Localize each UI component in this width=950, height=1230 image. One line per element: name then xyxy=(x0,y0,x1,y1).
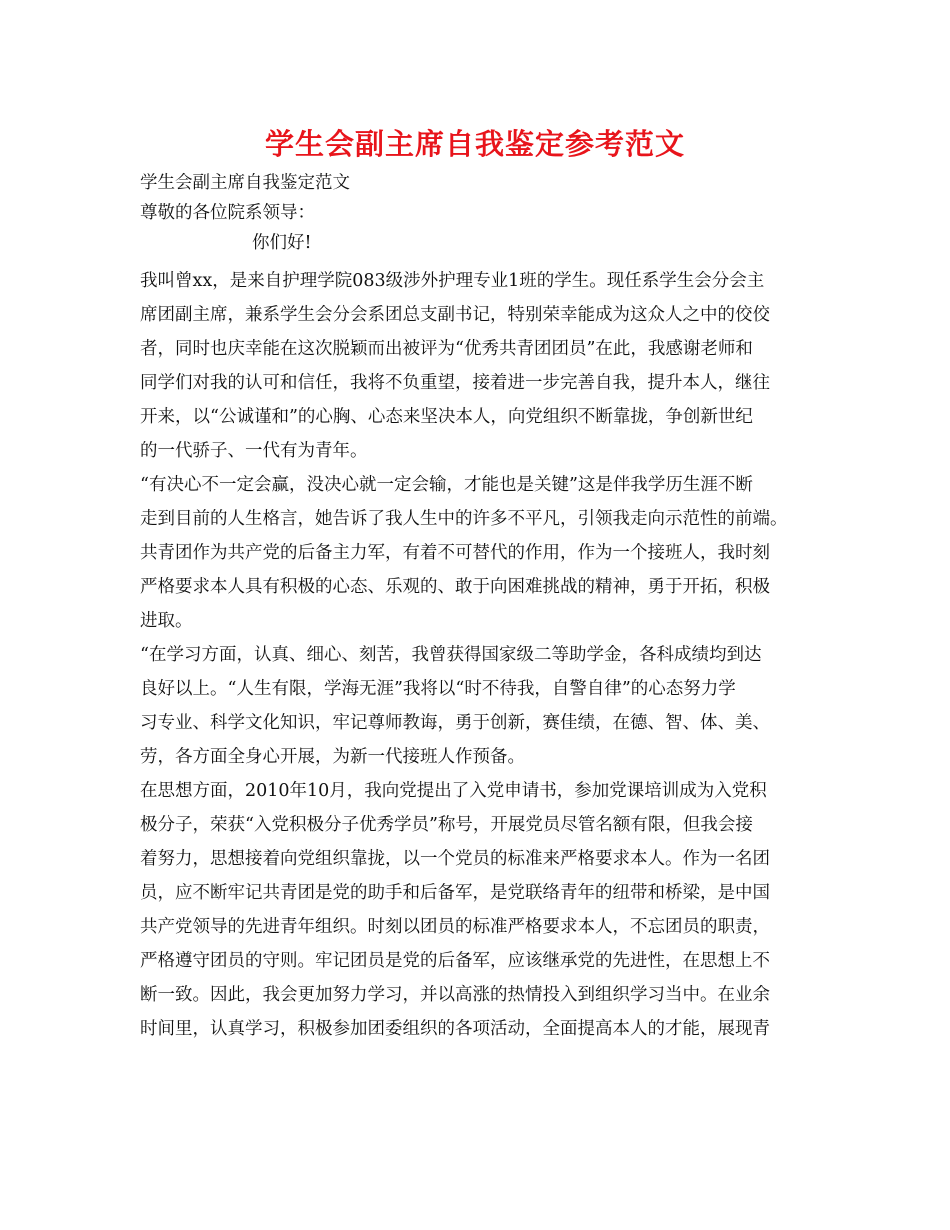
text-line: “在学习方面，认真、细心、刻苦，我曾获得国家级二等助学金，各科成绩均到达 xyxy=(140,645,762,665)
text-line: 走到目前的人生格言，她告诉了我人生中的许多不平凡，引领我走向示范性的前端。 xyxy=(140,509,788,529)
text-line: 同学们对我的认可和信任，我将不负重望，接着进一步完善自我，提升本人，继往 xyxy=(140,373,770,393)
text-line: 我叫曾xx，是来自护理学院083级涉外护理专业1班的学生。现任系学生会分会主 xyxy=(140,271,765,291)
greeting-line: 你们好! xyxy=(252,233,312,253)
text-line: 的一代骄子、一代有为青年。 xyxy=(140,441,368,461)
text-line: 劳，各方面全身心开展，为新一代接班人作预备。 xyxy=(140,747,525,767)
text-line: 极分子，荣获“入党积极分子优秀学员”称号，开展党员尽管名额有限，但我会接 xyxy=(140,815,753,835)
text-line: 进取。 xyxy=(140,611,193,631)
text-line: 严格遵守团员的守则。牢记团员是党的后备军，应该继承党的先进性，在思想上不 xyxy=(140,951,770,971)
subtitle-line: 学生会副主席自我鉴定范文 xyxy=(140,173,350,193)
text-line: 席团副主席，兼系学生会分会系团总支副书记，特别荣幸能成为这众人之中的佼佼 xyxy=(140,305,770,325)
text-line: 时间里，认真学习，积极参加团委组织的各项活动，全面提高本人的才能，展现青 xyxy=(140,1019,770,1039)
text-line: 在思想方面，2010年10月，我向党提出了入党申请书，参加党课培训成为入党积 xyxy=(140,781,767,801)
text-line: 断一致。因此，我会更加努力学习，并以高涨的热情投入到组织学习当中。在业余 xyxy=(140,985,770,1005)
text-line: 良好以上。“人生有限，学海无涯”我将以“时不待我，自警自律”的心态努力学 xyxy=(140,679,736,699)
text-line: 习专业、科学文化知识，牢记尊师教诲，勇于创新，赛佳绩，在德、智、体、美、 xyxy=(140,713,770,733)
document-body xyxy=(140,168,820,1046)
text-line: 共青团作为共产党的后备主力军，有着不可替代的作用，作为一个接班人，我时刻 xyxy=(140,543,770,563)
text-line: 员，应不断牢记共青团是党的助手和后备军，是党联络青年的纽带和桥梁，是中国 xyxy=(140,883,770,903)
text-line: “有决心不一定会赢，没决心就一定会输，才能也是关键”这是伴我学历生涯不断 xyxy=(140,475,753,495)
text-line: 严格要求本人具有积极的心态、乐观的、敢于向困难挑战的精神，勇于开拓，积极 xyxy=(140,577,770,597)
document-title: 学生会副主席自我鉴定参考范文 xyxy=(264,127,685,161)
salutation-line: 尊敬的各位院系领导： xyxy=(140,203,315,223)
text-line: 共产党领导的先进青年组织。时刻以团员的标准严格要求本人，不忘团员的职责， xyxy=(140,917,770,937)
text-line: 者，同时也庆幸能在这次脱颖而出被评为“优秀共青团团员”在此，我感谢老师和 xyxy=(140,339,753,359)
text-line: 开来，以“公诚谨和”的心胸、心态来坚决本人，向党组织不断靠拢，争创新世纪 xyxy=(140,407,753,427)
text-line: 着努力，思想接着向党组织靠拢，以一个党员的标准来严格要求本人。作为一名团 xyxy=(140,849,770,869)
